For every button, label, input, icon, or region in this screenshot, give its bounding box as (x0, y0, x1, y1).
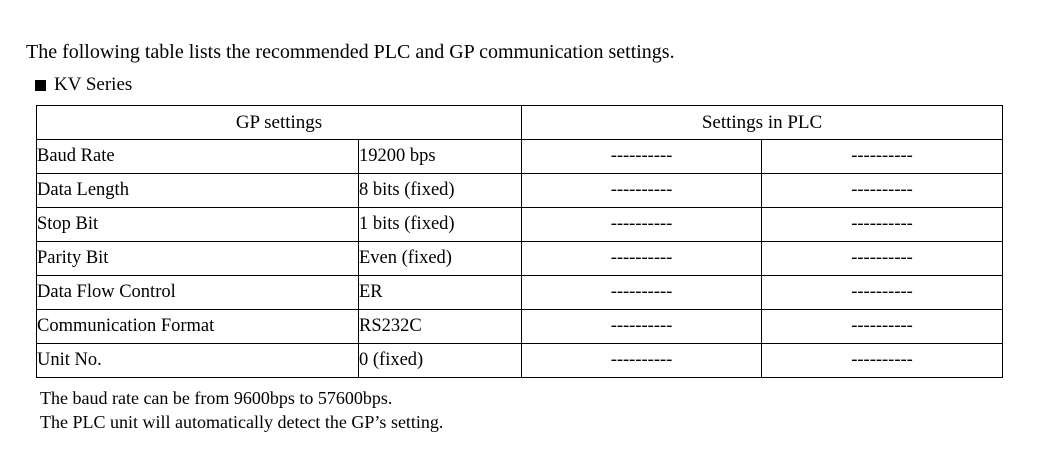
row-plc-value-2: ---------- (762, 174, 1003, 208)
row-label: Data Length (37, 174, 359, 208)
note-line: The PLC unit will automatically detect the GP’s setting. (40, 412, 444, 432)
row-label: Communication Format (37, 310, 359, 344)
row-plc-value-1: ---------- (522, 140, 762, 174)
row-plc-value-1: ---------- (522, 344, 762, 378)
row-value: 0 (fixed) (359, 344, 522, 378)
table-row (37, 310, 1003, 344)
notes-block (40, 386, 443, 434)
row-plc-value-2: ---------- (762, 276, 1003, 310)
row-value: Even (fixed) (359, 242, 522, 276)
row-plc-value-1: ---------- (522, 242, 762, 276)
row-plc-value-2: ---------- (762, 140, 1003, 174)
row-plc-value-2: ---------- (762, 208, 1003, 242)
row-value: ER (359, 276, 522, 310)
settings-table (36, 105, 1003, 378)
bullet-square-icon (35, 80, 46, 91)
row-plc-value-1: ---------- (522, 310, 762, 344)
table-row (37, 208, 1003, 242)
column-header-gp-settings: GP settings (37, 106, 522, 140)
row-label: Data Flow Control (37, 276, 359, 310)
row-plc-value-1: ---------- (522, 174, 762, 208)
column-header-plc-settings: Settings in PLC (522, 106, 1003, 140)
row-value: 8 bits (fixed) (359, 174, 522, 208)
note-line: The baud rate can be from 9600bps to 57600bps. (40, 388, 393, 408)
table-row (37, 344, 1003, 378)
row-plc-value-1: ---------- (522, 208, 762, 242)
row-plc-value-2: ---------- (762, 310, 1003, 344)
table-body (37, 140, 1003, 378)
row-label: Parity Bit (37, 242, 359, 276)
row-value: 19200 bps (359, 140, 522, 174)
row-value: RS232C (359, 310, 522, 344)
row-plc-value-1: ---------- (522, 276, 762, 310)
row-label: Baud Rate (37, 140, 359, 174)
table-row (37, 276, 1003, 310)
table-row (37, 242, 1003, 276)
table-row (37, 174, 1003, 208)
section-heading-label: KV Series (54, 74, 133, 95)
table-header (37, 106, 1003, 140)
table-header-row (37, 106, 1003, 140)
section-heading (35, 74, 132, 96)
table-row (37, 140, 1003, 174)
row-value: 1 bits (fixed) (359, 208, 522, 242)
row-plc-value-2: ---------- (762, 242, 1003, 276)
row-label: Unit No. (37, 344, 359, 378)
row-plc-value-2: ---------- (762, 344, 1003, 378)
row-label: Stop Bit (37, 208, 359, 242)
intro-paragraph: The following table lists the recommended PLC and GP communication settings. (26, 41, 675, 63)
